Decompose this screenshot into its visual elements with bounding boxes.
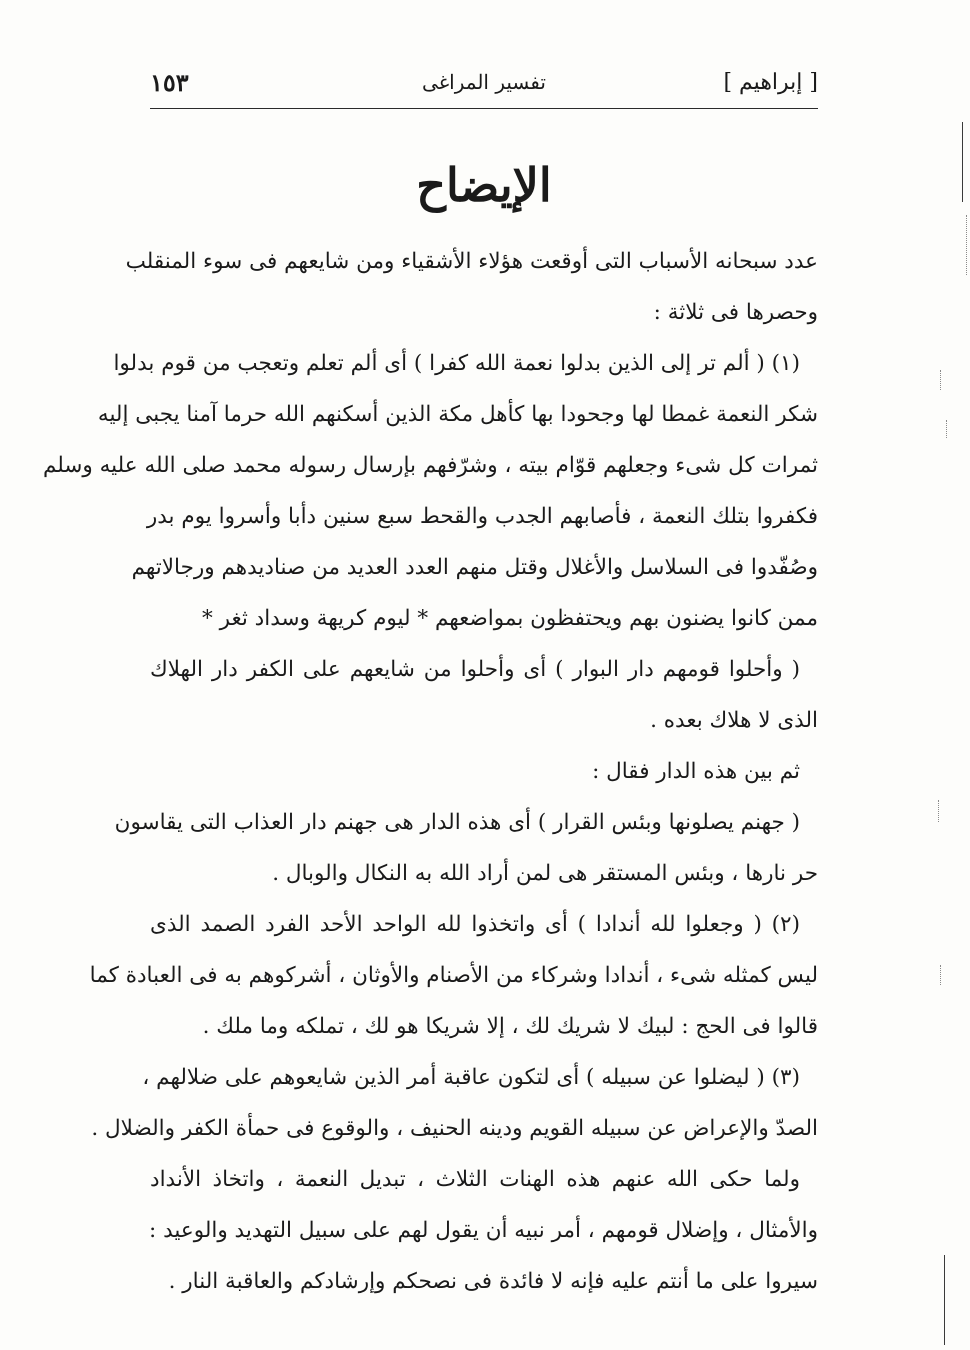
- header-divider: [150, 108, 818, 109]
- text-line: (٢) ( وجعلوا لله أندادا ) أى واتخذوا لله الواحد الأحد الفرد الصمد الذى: [150, 912, 800, 937]
- body-text: [42, 236, 818, 1307]
- text-line: ولما حكى الله عنهم هذه الهنات الثلاث ، تبديل النعمة ، واتخاذ الأنداد: [150, 1167, 800, 1192]
- scan-speck: [940, 370, 941, 390]
- text-line: فكفروا بتلك النعمة ، فأصابهم الجدب والقحط سبع سنين دأبا وأسروا يوم بدر: [146, 504, 818, 529]
- text-line: حر نارها ، وبئس المستقر هى لمن أراد الله به النكال والوبال .: [272, 861, 818, 886]
- text-line: قالوا فى الحج : لبيك لا شريك لك ، إلا شريكا هو لك ، تملكه وما ملك .: [202, 1014, 818, 1039]
- page-header: [150, 62, 818, 106]
- page-number: ١٥٣: [150, 68, 189, 97]
- text-line: (٣) ( ليضلوا عن سبيله ) أى لتكون عاقبة أمر الذين شايعوهم على ضلالهم ،: [142, 1065, 800, 1090]
- text-line: ليس كمثله شىء ، أندادا وشركاء من الأصنام والأوثان ، أشركوهم به فى العبادة كما: [89, 963, 818, 988]
- text-line: وصُفّدوا فى السلاسل والأغلال وقتل منهم العدد العديد من صناديدهم ورجالاتهم: [131, 555, 818, 580]
- text-line: عدد سبحانه الأسباب التى أوقعت هؤلاء الأشقياء ومن شايعهم فى سوء المنقلب: [125, 249, 818, 274]
- verse-line: ممن كانوا يضنون بهم ويحتفظون بمواضعهم * ليوم كريهة وسداد ثغر *: [202, 606, 818, 631]
- text-line: الذى لا هلاك بعده .: [650, 708, 818, 733]
- text-line: الصدّ والإعراض عن سبيله القويم ودينه الحنيف ، والوقوع فى حمأة الكفر والضلال .: [91, 1116, 818, 1141]
- scan-speck: [938, 800, 939, 822]
- book-title: تفسير المراغى: [422, 70, 546, 94]
- scan-speck: [966, 215, 967, 275]
- text-line: والأمثال ، وإضلال قومهم ، أمر نبيه أن يقول لهم على سبيل التهديد والوعيد :: [149, 1218, 818, 1243]
- running-title: [ إبراهيم ]: [723, 70, 818, 95]
- text-line: وحصرها فى ثلاثة :: [653, 300, 818, 325]
- binding-edge-line: [944, 1255, 945, 1345]
- scan-speck: [946, 420, 947, 438]
- text-line: ثم بين هذه الدار فقال :: [592, 759, 800, 784]
- binding-edge-line: [962, 122, 963, 202]
- section-heading: الإيضاح: [416, 158, 552, 212]
- text-line: (١) ( ألم تر إلى الذين بدلوا نعمة الله كفرا ) أى ألم تعلم وتعجب من قوم بدلوا: [113, 351, 800, 376]
- text-line: سيروا على ما أنتم عليه فإنه لا فائدة فى نصحكم وإرشادكم والعاقبة النار .: [168, 1269, 818, 1294]
- text-line: ( وأحلوا قومهم دار البوار ) أى وأحلوا من شايعهم على الكفر دار الهلاك: [150, 657, 800, 682]
- text-line: شكر النعمة غمطا لها وجحودا بها كأهل مكة الذين أسكنهم الله حرما آمنا يجبى إليه: [97, 402, 818, 427]
- text-line: ( جهنم يصلونها وبئس القرار ) أى هذه الدار هى جهنم دار العذاب التى يقاسون: [114, 810, 800, 835]
- scan-speck: [940, 965, 941, 985]
- text-line: ثمرات كل شىء وجعلهم قوّام بيته ، وشرّفهم بإرسال رسوله محمد صلى الله عليه وسلم: [42, 453, 818, 478]
